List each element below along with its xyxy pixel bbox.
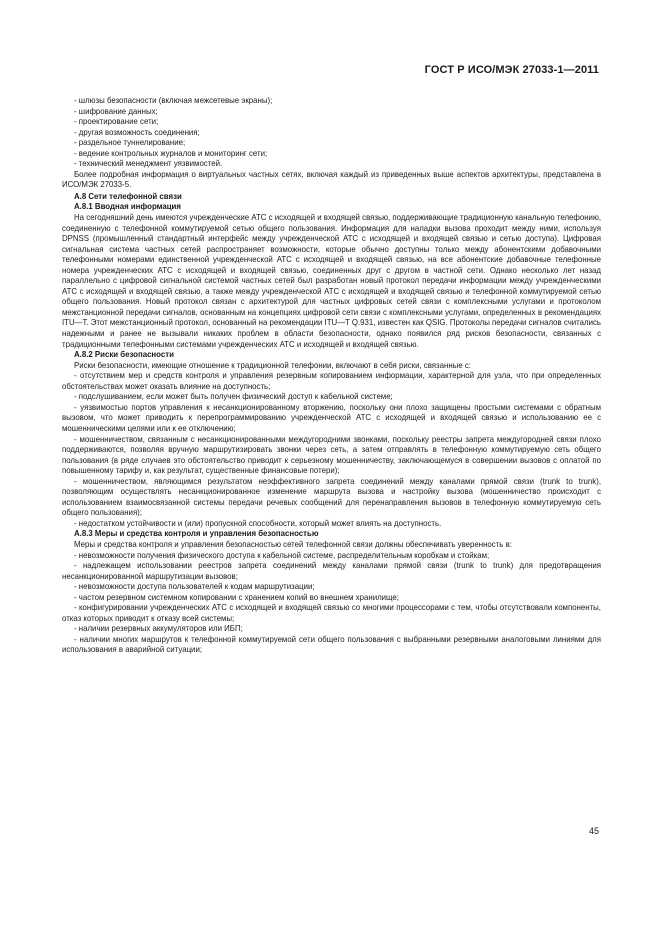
- list-item: - уязвимостью портов управления к несанкционированному вторжению, поскольку они плохо защищены простыми системами с обратным вызовом, что может приводить к перепрограммированию учрежденческой АТС с исходящей и входящей связью и использованию ее с мошенническими целями или к ее отключению;: [62, 402, 601, 433]
- list-item: - технический менеджмент уязвимостей.: [74, 159, 223, 169]
- paragraph: Более подробная информация о виртуальных частных сетях, включая каждый из приведенных выше аспектов архитектуры, представлена в ИСО/МЭК 27033-5.: [62, 169, 601, 190]
- list-item: - наличии резервных аккумуляторов или ИБП;: [74, 624, 243, 634]
- document-body: [62, 96, 601, 656]
- list-item: - недостатком устойчивости и (или) пропускной способности, который может влиять на доступность.: [74, 518, 442, 528]
- paragraph: Меры и средства контроля и управления безопасностью сетей телефонной связи должны обеспечивать уверенность в:: [74, 539, 512, 549]
- list-item: - проектирование сети;: [74, 117, 159, 127]
- list-item: - невозможности доступа пользователей к кодам маршрутизации;: [74, 582, 315, 592]
- page-number: 45: [588, 826, 599, 836]
- list-item: - отсутствием мер и средств контроля и управления резервным копированием информации, характерной для узла, что при определенных обстоятельствах может оказать влияние на доступность;: [62, 371, 601, 391]
- paragraph: Риски безопасности, имеющие отношение к традиционной телефонии, включают в себя риски, связанные с:: [74, 360, 471, 370]
- list-item: - мошенничеством, связанным с несанкционированными междугородними звонками, поскольку реестры запрета междугородней связи плохо поддерживаются, позволяя вручную маршрутизировать звонки через сеть, а затем отправлять в телефонную коммутируемую сеть общего пользования (в ряде случаев это обстоятельство приводит к серьезному мошенничеству, заключающемуся в совершении вызовов с оплатой по повышенному тарифу и, как результат, существенные финансовые потери);: [62, 434, 601, 476]
- list-item: - частом резервном системном копировании с хранением копий во внешнем хранилище;: [74, 592, 399, 602]
- list-item: - другая возможность соединения;: [74, 127, 200, 137]
- list-item: - шифрование данных;: [74, 106, 158, 116]
- list-item: - шлюзы безопасности (включая межсетевые экраны);: [74, 96, 273, 105]
- document-header: ГОСТ Р ИСО/МЭК 27033-1—2011: [424, 64, 599, 76]
- list-item: - конфигурировании учрежденческих АТС с исходящей и входящей связью со многими процессорами с тем, чтобы отсутствовали компоненты, отказ которых приводит к отказу всей системы;: [62, 603, 601, 623]
- subsection-heading: А.8.3 Меры и средства контроля и управления безопасностью: [74, 529, 319, 539]
- list-item: - подслушиванием, если может быть получен физический доступ к кабельной системе;: [74, 392, 393, 402]
- subsection-heading: А.8.2 Риски безопасности: [74, 350, 174, 360]
- list-item: - наличии многих маршрутов к телефонной коммутируемой сети общего пользования с выбранными резервными аналоговыми линиями для использования в аварийной ситуации;: [62, 634, 601, 655]
- list-item: - ведение контрольных журналов и мониторинг сети;: [74, 148, 268, 158]
- list-item: - невозможности получения физического доступа к кабельной системе, распределительным коробкам и стойкам;: [74, 550, 490, 560]
- list-item: - надлежащем использовании реестров запрета соединений между каналами прямой связи (trunk to trunk) для предотвращения несанкционированной маршрутизации вызовов;: [62, 561, 601, 581]
- subsection-heading: А.8.1 Вводная информация: [74, 202, 181, 212]
- paragraph: На сегодняшний день имеются учрежденческие АТС с исходящей и входящей связью, поддерживающие традиционную канальную телефонию, соединенную с телефонной коммутируемой сетью общего пользования. Информация для наладки вызова проходит между ними, используя DPNSS (промышленный стандартный интерфейс между учрежденческой АТС с исходящей и входящей связью и сетью доступа). Цифровая сигнальная система частных сетей распространяет возможности, которые обычно доступны только между абонентскими добавочными телефонными номерами единственной учрежденческой АТС с исходящей и входящей связью, на все абонентские добавочные телефонные номера учрежденческих АТС с исходящей и входящей связью, соединенных друг с другом в частной сети. Однако несколько лет назад параллельно с цифровой сигнальной системой частных сетей был разработан новый протокол передачи информации между учрежденческими АТС с исходящей и входящей связью, а также между учрежденческой АТС с исходящей и входящей связью и телефонной коммутируемой сетью общего пользования. Новый протокол связан с архитектурой для частных цифровых сетей связи с комплексными услугами и протоколом межстанционной передачи сигналов, основанным на концепциях цифровой сети связи с комплексными услугами, определенных в рекомендациях ITU—T. Этот межстанционный протокол, основанный на рекомендации ITU—T Q.931, известен как QSIG. Протоколы передачи сигналов считались надежными и ранее не вызывали никаких проблем в области безопасности, однако появился ряд рисков безопасности, связанных с традиционными телефонными системами учрежденческих АТС и исходящей и входящей связью.: [62, 213, 601, 349]
- list-item: - мошенничеством, являющимся результатом неэффективного запрета соединений между каналами прямой связи (trunk to trunk), позволяющим осуществлять несанкционированное изменение маршрута вызова и настройку вызова (мошенничество происходит с использованием взаимосвязанной системы передачи речевых сообщений для перенаправления вызовов в телефонную коммутируемую сеть общего пользования);: [62, 476, 601, 518]
- section-heading: А.8 Сети телефонной связи: [74, 191, 182, 201]
- list-item: - раздельное туннелирование;: [74, 138, 186, 148]
